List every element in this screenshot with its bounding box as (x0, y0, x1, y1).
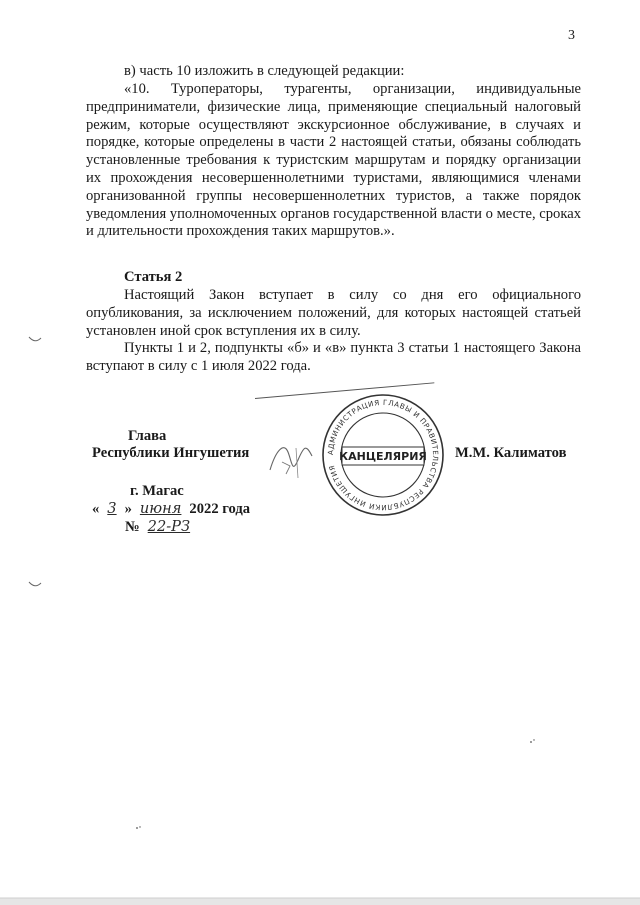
number-prefix: № (125, 519, 140, 535)
lead-text: в) часть 10 изложить в следующей редакции: (124, 63, 405, 79)
amendment-paragraph (86, 81, 581, 241)
handwritten-signature (262, 430, 322, 485)
article-2-heading: Статья 2 (124, 269, 183, 285)
amendment-text: «10. Туроператоры, турагенты, организации, индивидуальные предприниматели, физические лица, применяющие специальный налоговый режим, которые осуществляют экскурсионное обслуживание, в случаях и порядке, которые определены в части 2 настоящей статьи, обязаны соблюдать установленные требования к туристским маршрутам и порядку организации их прохождения несовершеннолетними туристами, являющимися членами организованной группы несовершеннолетних туристов, а также порядок уведомления уполномоченных органов государственной власти о месте, сроках и длительности прохождения таких маршрутов.». (86, 81, 581, 240)
date-year: 2022 года (189, 501, 251, 517)
article-2-paragraph-1 (86, 287, 581, 340)
law-number (125, 518, 194, 536)
seal-center-text: КАНЦЕЛЯРИЯ (339, 450, 427, 463)
margin-mark-2 (28, 580, 42, 588)
margin-mark-1 (28, 335, 42, 343)
seal-ring-text: АДМИНИСТРАЦИЯ ГЛАВЫ И ПРАВИТЕЛЬСТВА РЕСПУБЛИКИ ИНГУШЕТИЯ (325, 397, 441, 513)
scan-speck-2 (134, 824, 142, 832)
official-seal (320, 392, 446, 518)
signatory-title-line2: Республики Ингушетия (92, 445, 250, 461)
signing-city: г. Магас (130, 483, 184, 499)
date-open-quote: « (92, 501, 100, 517)
date-month: июня (139, 500, 182, 517)
scan-speck-1 (528, 738, 536, 746)
date-close-quote: » (124, 501, 132, 517)
signing-date (92, 500, 250, 518)
page-number: 3 (568, 28, 575, 43)
signatory-name: М.М. Калиматов (455, 445, 567, 461)
date-day: 3 (107, 500, 117, 517)
article-2-text-1: Настоящий Закон вступает в силу со дня его официального опубликования, за исключением положений, для которых настоящей статьей установлен иной срок вступления их в силу. (86, 287, 581, 339)
article-2-text-2: Пункты 1 и 2, подпункты «б» и «в» пункта 3 статьи 1 настоящего Закона вступают в силу с 1 июля 2022 года. (86, 340, 581, 374)
number-value: 22-РЗ (147, 518, 191, 535)
signatory-title-line1: Глава (128, 428, 167, 444)
scan-bottom-edge (0, 892, 640, 905)
lead-paragraph (86, 63, 581, 81)
article-2-paragraph-2 (86, 340, 581, 376)
